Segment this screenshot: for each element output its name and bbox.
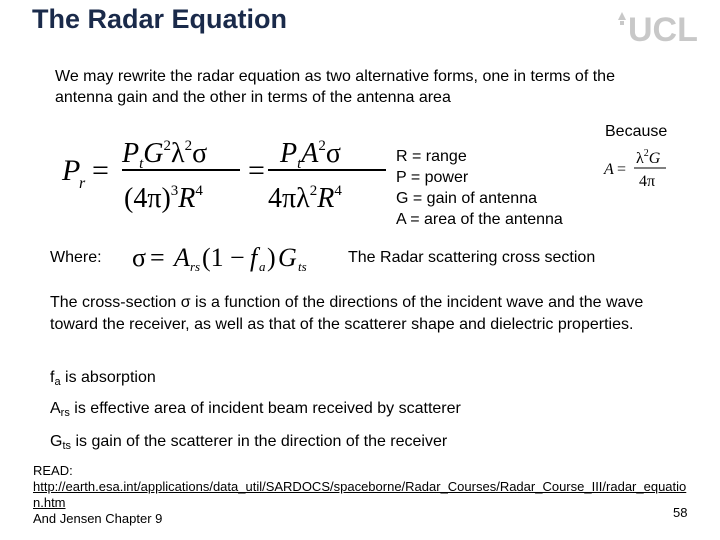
svg-text:): ) bbox=[267, 243, 276, 272]
symbol: A bbox=[50, 400, 61, 417]
because-label: Because bbox=[605, 123, 668, 140]
absorption-note bbox=[50, 369, 156, 387]
definitions-list bbox=[396, 146, 563, 230]
book-reference: And Jensen Chapter 9 bbox=[33, 511, 163, 526]
definition-item: G = gain of antenna bbox=[396, 190, 537, 207]
reading-references bbox=[33, 463, 688, 527]
symbol: f bbox=[50, 369, 55, 386]
cross-section-paragraph: The cross-section σ is a function of the directions of the incident wave and the wave toward the receiver, as well as that of the scatterer shape and dielectric properties. bbox=[50, 294, 644, 333]
scatterer-gain-note bbox=[50, 433, 447, 451]
svg-text:a: a bbox=[259, 259, 266, 274]
svg-text:PtA2σ: $P_tA^2\sigma$ bbox=[280, 138, 341, 172]
svg-text:−: − bbox=[230, 243, 245, 272]
effective-area-note bbox=[50, 400, 461, 418]
svg-text:P: P bbox=[62, 154, 81, 187]
symbol-subscript: a bbox=[54, 376, 61, 388]
svg-text:A: A bbox=[604, 161, 614, 178]
svg-text:4π: 4π bbox=[639, 173, 656, 190]
area-equation bbox=[604, 146, 684, 194]
svg-text:σ: σ bbox=[132, 243, 147, 272]
svg-text:(1: (1 bbox=[202, 243, 224, 272]
svg-text:A: A bbox=[174, 243, 190, 272]
page-number: 58 bbox=[673, 505, 688, 520]
intro-text: We may rewrite the radar equation as two alternative forms, one in terms of the antenna gain and the other in terms of the antenna area bbox=[55, 68, 615, 106]
svg-text:rs: rs bbox=[190, 259, 201, 274]
svg-text:f: f bbox=[250, 243, 258, 272]
logo-text: UCL bbox=[628, 11, 698, 44]
svg-text:=: = bbox=[617, 161, 627, 178]
symbol: G bbox=[50, 433, 63, 450]
radar-equation bbox=[62, 132, 392, 217]
symbol-subscript: rs bbox=[60, 407, 70, 419]
svg-text:4πλ2R4: $4\pi\lambda^2R^4$ bbox=[268, 183, 342, 214]
ucl-logo bbox=[618, 10, 698, 44]
svg-text:ts: ts bbox=[298, 259, 307, 274]
reference-link[interactable]: http://earth.esa.int/applications/data_util/SARDOCS/spaceborne/Radar_Courses/Radar_Course_III/radar_equation.htm bbox=[33, 479, 687, 510]
note-text: is effective area of incident beam received by scatterer bbox=[69, 400, 461, 417]
cross-section-equation bbox=[132, 240, 332, 276]
note-text: is gain of the scatterer in the direction of the receiver bbox=[71, 433, 448, 450]
symbol-subscript: ts bbox=[62, 440, 72, 452]
definition-item: P = power bbox=[396, 169, 469, 186]
read-label: READ: bbox=[33, 463, 73, 478]
svg-text:=: = bbox=[92, 154, 109, 187]
definition-item: R = range bbox=[396, 148, 467, 165]
svg-text:(4π)3R4: $(4\pi)^3R^4$ bbox=[124, 183, 203, 214]
svg-text:λ2G: $\lambda^2G$ bbox=[636, 148, 661, 167]
svg-text:r: r bbox=[79, 175, 86, 192]
definition-item: A = area of the antenna bbox=[396, 211, 563, 228]
svg-text:PtG2λ2σ: $P_tG^2\lambda^2\sigma$ bbox=[122, 138, 208, 172]
svg-text:=: = bbox=[248, 154, 265, 187]
svg-text:=: = bbox=[150, 243, 165, 272]
svg-text:G: G bbox=[278, 243, 297, 272]
where-label: Where: bbox=[50, 249, 102, 266]
note-text: is absorption bbox=[60, 369, 156, 386]
rcs-label: The Radar scattering cross section bbox=[348, 249, 596, 266]
slide-title: The Radar Equation bbox=[32, 4, 288, 34]
